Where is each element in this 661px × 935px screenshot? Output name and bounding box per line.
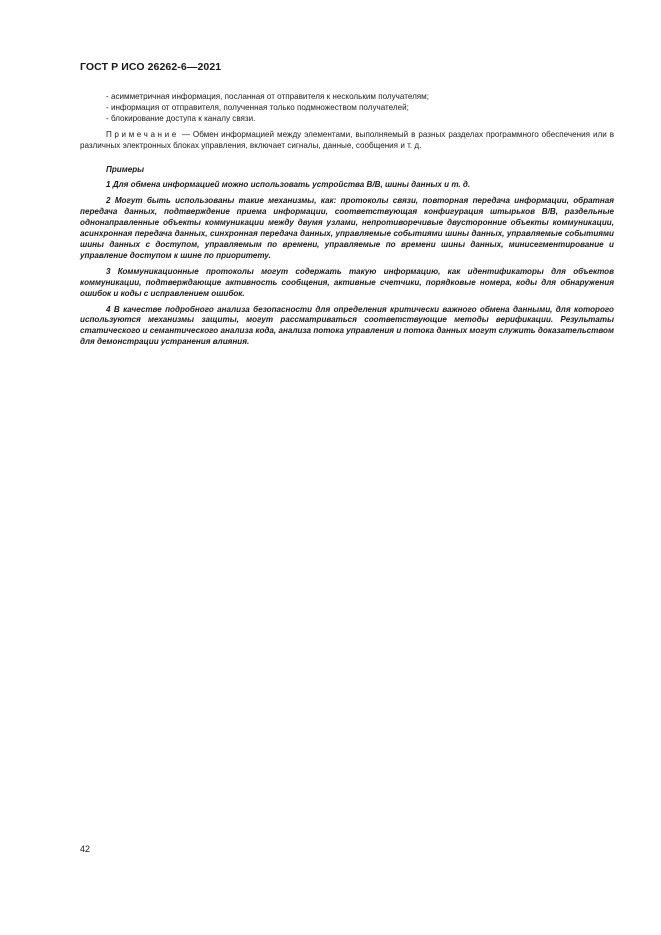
example-item: 3 Коммуникационные протоколы могут содержать такую информацию, как идентификаторы для объектов коммуникации, подтверждающие активность сообщения, активные счетчики, порядковые номера, коды для обнаружения ошибок и коды с исправлением ошибок. bbox=[80, 266, 614, 298]
bullet-item: - информация от отправителя, полученная только подмножеством получателей; bbox=[106, 102, 409, 112]
examples-heading: Примеры bbox=[106, 164, 145, 174]
example-item: 4 В качестве подробного анализа безопасности для определения критически важного обмена данными, для которого используются механизмы защиты, могут рассматриваться соответствующие методы верификации. Результаты статического и семантического анализа кода, анализа потока управления и потока данных могут служить доказательством для демонстрации устранения влияния. bbox=[80, 304, 614, 347]
page-number: 42 bbox=[80, 844, 91, 854]
example-item: 2 Могут быть использованы такие механизмы, как: протоколы связи, повторная передача информации, обратная передача данных, подтверждение приема информации, соответствующая конфигурация штырьков В/В, раздельные однонаправленные объекты коммуникации между двумя узлами, непротиворечивые двусторонние объекты коммуникации, асинхронная передача данных, синхронная передача данных, управляемые событиями шины данных, управляемые событиями шины данных с доступом, управляемым по времени, управляемые по времени шины данных, минисегментирование и управление доступом к шине по приоритету. bbox=[80, 196, 614, 260]
bullet-item: - асимметричная информация, посланная от отправителя к нескольким получателям; bbox=[106, 92, 429, 101]
bullet-item: - блокирование доступа к каналу связи. bbox=[106, 113, 256, 123]
note-paragraph bbox=[80, 130, 614, 152]
examples-section bbox=[80, 165, 614, 349]
page-content bbox=[80, 92, 614, 353]
bullet-list bbox=[80, 92, 614, 125]
example-item: 1 Для обмена информацией можно использовать устройства В/В, шины данных и т. д. bbox=[106, 180, 471, 190]
note-label: Примечание bbox=[106, 129, 179, 139]
document-code-header: ГОСТ Р ИСО 26262-6—2021 bbox=[80, 61, 222, 73]
note-text: — Обмен информацией между элементами, выполняемый в разных разделах программного обеспечения или в различных электронных блоках управления, включает сигналы, данные, сообщения и т. д. bbox=[80, 129, 614, 150]
